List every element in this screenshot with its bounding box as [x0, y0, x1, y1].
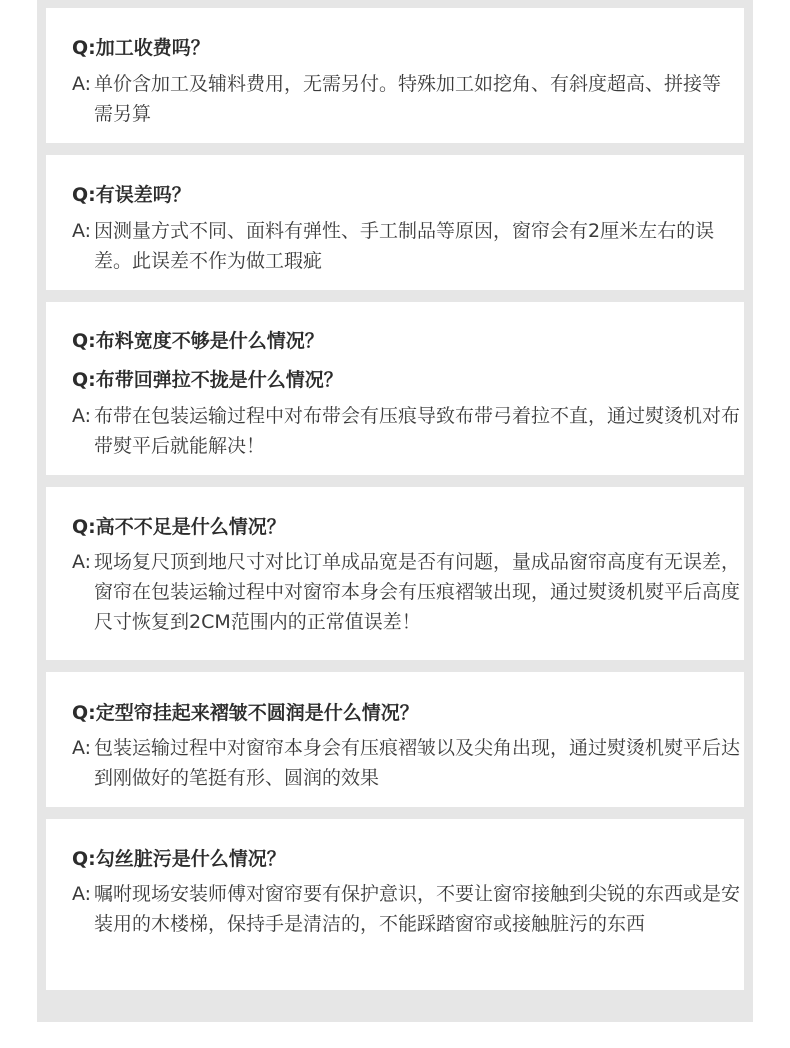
answer-prefix: A: [72, 737, 92, 759]
answer-prefix: A: [72, 551, 92, 573]
faq-answer [72, 69, 732, 129]
faq-item-height-shortfall [46, 487, 744, 660]
faq-answer [72, 879, 750, 939]
faq-question: Q:有误差吗？ [72, 184, 191, 206]
faq-item-error-margin [46, 155, 744, 290]
faq-question: Q:布带回弹拉不拢是什么情况？ [72, 369, 343, 391]
faq-question: Q:定型帘挂起来褶皱不圆润是什么情况？ [72, 702, 419, 724]
faq-answer [72, 401, 750, 461]
answer-text: 现场复尺顶到地尺寸对比订单成品宽是否有问题，量成品窗帘高度有无误差，窗帘在包装运输过程中对窗帘本身会有压痕褶皱出现，通过熨烫机熨平后高度尺寸恢复到2CM范围内的正常值误差！ [94, 551, 741, 633]
faq-panel [37, 0, 753, 1022]
faq-question: Q:布料宽度不够是什么情况？ [72, 330, 324, 352]
faq-item-processing-fee [46, 8, 744, 143]
faq-answer [72, 216, 732, 276]
faq-question: Q:勾丝脏污是什么情况？ [72, 848, 286, 870]
answer-text: 因测量方式不同、面料有弹性、手工制品等原因，窗帘会有2厘米左右的误差。此误差不作为做工瑕疵 [94, 220, 715, 272]
faq-question: Q:高不不足是什么情况？ [72, 516, 286, 538]
answer-prefix: A: [72, 883, 92, 905]
answer-prefix: A: [72, 220, 92, 242]
answer-text: 包装运输过程中对窗帘本身会有压痕褶皱以及尖角出现，通过熨烫机熨平后达到刚做好的笔挺有形、圆润的效果 [94, 737, 741, 789]
faq-item-pleat-shape [46, 672, 744, 807]
answer-prefix: A: [72, 405, 92, 427]
faq-answer [72, 547, 750, 637]
faq-question: Q:加工收费吗？ [72, 37, 210, 59]
answer-text: 嘱咐现场安装师傅对窗帘要有保护意识，不要让窗帘接触到尖锐的东西或是安装用的木楼梯，保持手是清洁的，不能踩踏窗帘或接触脏污的东西 [94, 883, 741, 935]
answer-prefix: A: [72, 73, 92, 95]
faq-item-snag-dirt [46, 819, 744, 990]
faq-answer [72, 733, 750, 793]
faq-item-fabric-width [46, 302, 744, 475]
answer-text: 布带在包装运输过程中对布带会有压痕导致布带弓着拉不直，通过熨烫机对布带熨平后就能解决！ [94, 405, 741, 457]
answer-text: 单价含加工及辅料费用，无需另付。特殊加工如挖角、有斜度超高、拼接等需另算 [94, 73, 722, 125]
